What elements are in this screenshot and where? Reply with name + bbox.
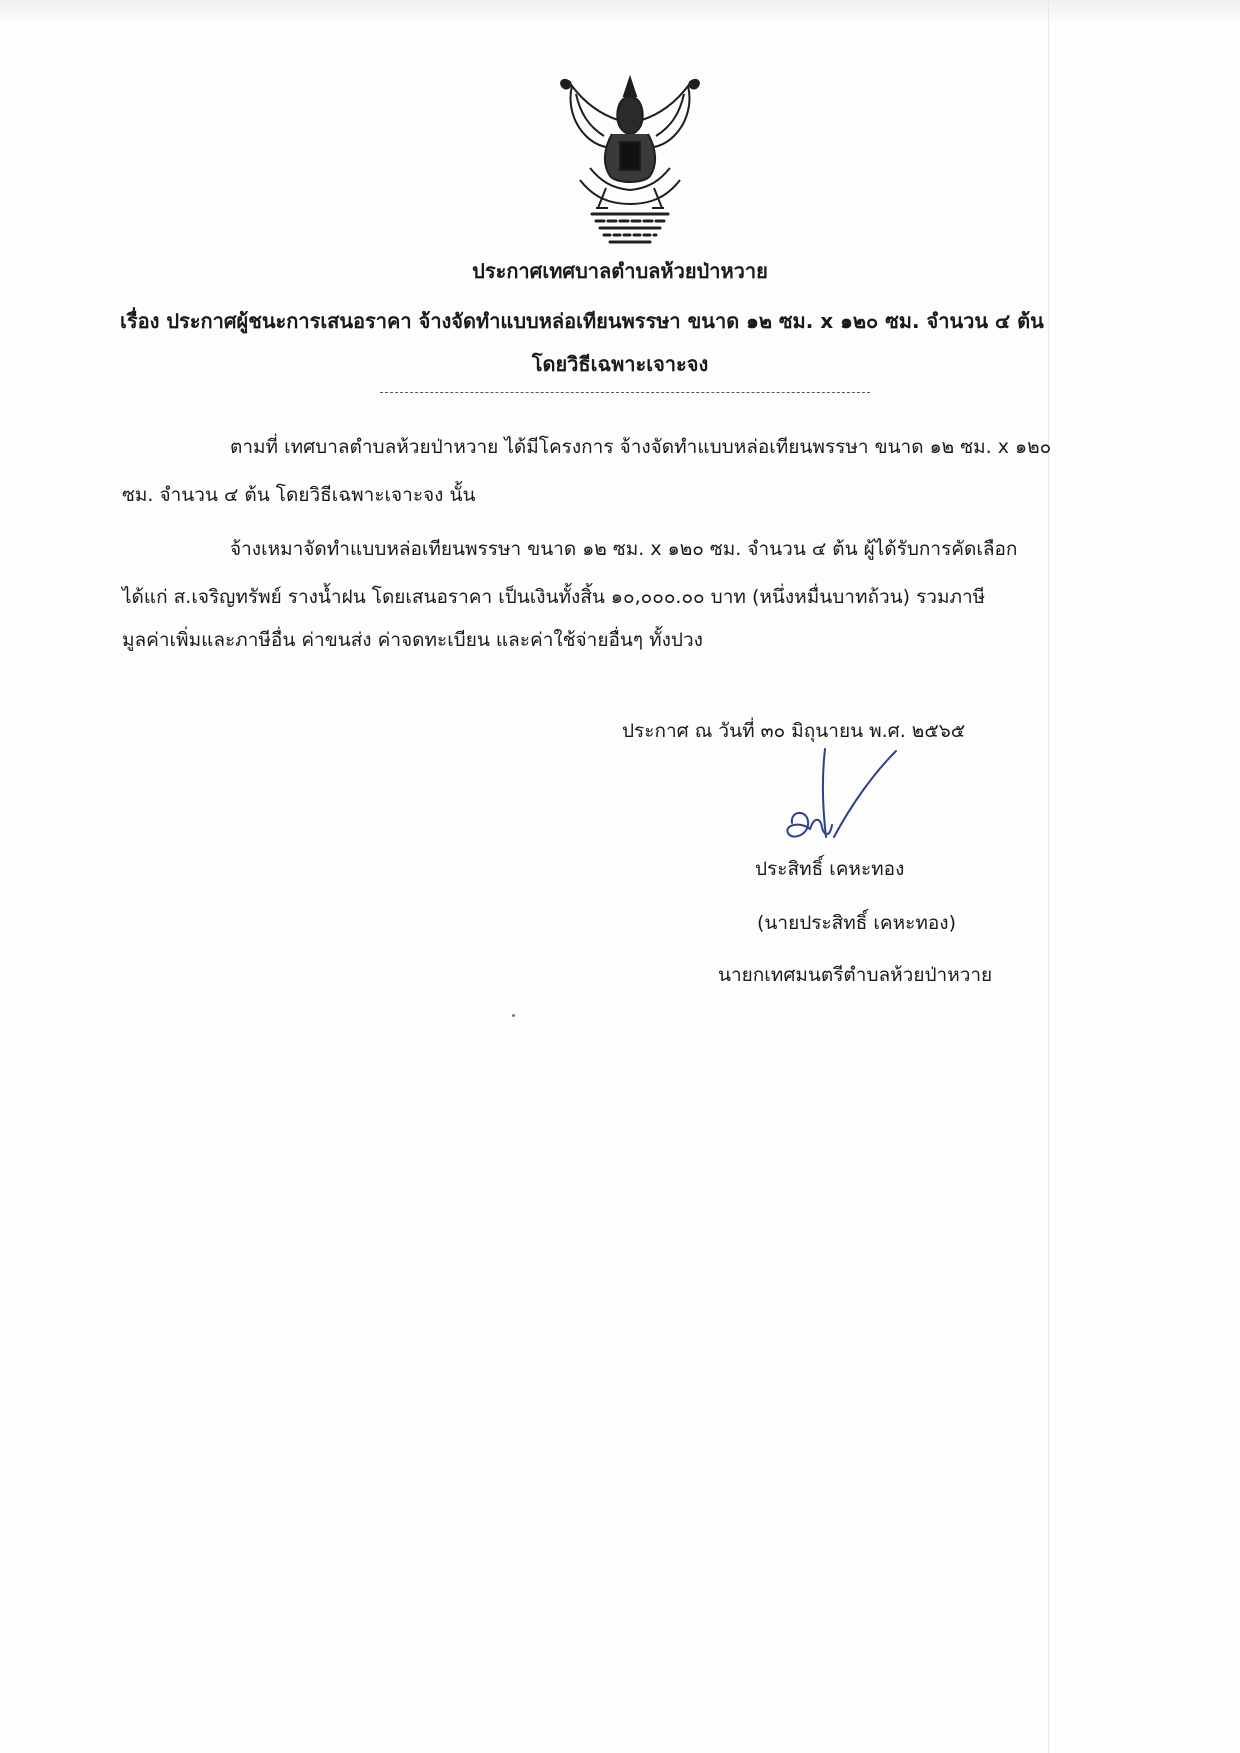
handwritten-signature [770, 745, 920, 855]
separator-line [380, 392, 870, 393]
announcement-title: ประกาศเทศบาลตำบลห้วยป่าหวาย [472, 259, 768, 283]
body-paragraph-2-line-3: มูลค่าเพิ่มและภาษีอื่น ค่าขนส่ง ค่าจดทะเบียน และค่าใช้จ่ายอื่นๆ ทั้งปวง [122, 629, 703, 651]
body-paragraph-1-line-2: ซม. จำนวน ๔ ต้น โดยวิธีเฉพาะเจาะจง นั้น [122, 484, 476, 506]
garuda-emblem-icon [550, 72, 710, 250]
signer-position: นายกเทศมนตรีตำบลห้วยป่าหวาย [718, 964, 993, 986]
signer-full-name: (นายประสิทธิ์ เคหะทอง) [757, 912, 956, 934]
body-paragraph-2-line-1: จ้างเหมาจัดทำแบบหล่อเทียนพรรษา ขนาด ๑๒ ซม. x ๑๒๐ ซม. จำนวน ๔ ต้น ผู้ได้รับการคัดเลือก [230, 538, 1018, 560]
announcement-date: ประกาศ ณ วันที่ ๓๐ มิถุนายน พ.ศ. ๒๕๖๕ [622, 720, 966, 742]
scan-shadow [0, 0, 1240, 22]
subject-line: เรื่อง ประกาศผู้ชนะการเสนอราคา จ้างจัดทำแบบหล่อเทียนพรรษา ขนาด ๑๒ ซม. x ๑๒๐ ซม. จำนวน ๔ ต้น [120, 309, 1044, 333]
signer-name: ประสิทธิ์ เคหะทอง [755, 858, 905, 880]
scan-speck [512, 1014, 515, 1017]
body-paragraph-1-line-1: ตามที่ เทศบาลตำบลห้วยป่าหวาย ได้มีโครงการ จ้างจัดทำแบบหล่อเทียนพรรษา ขนาด ๑๒ ซม. x ๑๒๐ [230, 436, 1052, 458]
body-paragraph-2-line-2: ได้แก่ ส.เจริญทรัพย์ รางน้ำฝน โดยเสนอราคา เป็นเงินทั้งสิ้น ๑๐,๐๐๐.๐๐ บาท (หนึ่งหมื่นบาทถ้วน) รวมภาษี [122, 586, 986, 608]
subject-line-continued: โดยวิธีเฉพาะเจาะจง [531, 352, 709, 376]
